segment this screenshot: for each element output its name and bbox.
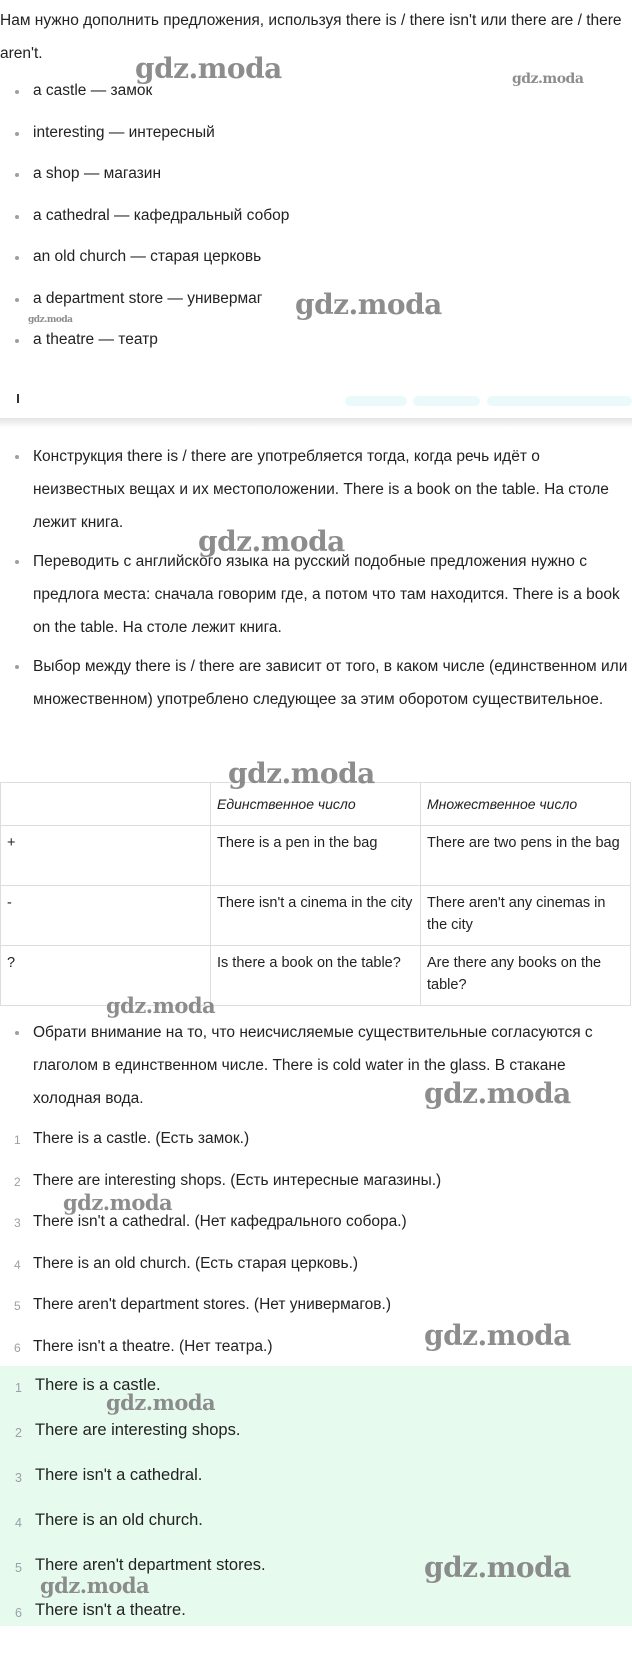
list-item	[0, 1463, 630, 1508]
list-item	[0, 1211, 630, 1253]
item-number: 1	[15, 1381, 22, 1395]
list-item	[0, 1508, 630, 1553]
tab-placeholder	[413, 396, 480, 406]
list-item	[0, 1128, 630, 1170]
watermark: gdz.moda	[28, 315, 73, 325]
vocabulary-list	[0, 80, 630, 371]
table-row	[1, 946, 631, 1006]
table-cell: Are there any books on the table?	[421, 946, 631, 1006]
list-item: a cathedral — кафедральный собор	[0, 205, 630, 247]
watermark: gdz.moda	[106, 1390, 216, 1415]
watermark: gdz.moda	[512, 71, 584, 87]
answer-text: There isn't a cathedral.	[35, 1466, 203, 1484]
text-cursor	[17, 394, 19, 403]
list-item: a department store — универмаг	[0, 288, 630, 330]
final-answers-list	[0, 1373, 630, 1643]
answer-text: There isn't a theatre. (Нет театра.)	[33, 1337, 273, 1355]
list-item: a castle — замок	[0, 80, 630, 122]
table-cell: ?	[1, 946, 211, 1006]
watermark: gdz.moda	[424, 1551, 571, 1584]
answer-text: There are interesting shops.	[35, 1421, 241, 1439]
table-row	[1, 886, 631, 946]
item-number: 3	[15, 1471, 22, 1485]
list-item: a theatre — театр	[0, 329, 630, 371]
list-item	[0, 1598, 630, 1643]
watermark: gdz.moda	[40, 1573, 150, 1598]
item-number: 5	[15, 1561, 22, 1575]
list-item	[0, 1373, 630, 1418]
grammar-table	[0, 782, 631, 1006]
watermark: gdz.moda	[424, 1319, 571, 1352]
table-header: Единственное число	[211, 783, 421, 826]
item-number: 2	[14, 1174, 21, 1189]
list-item: Конструкция there is / there are употребляется тогда, когда речь идёт о неизвестных вещах и их местоположении. There is a book on the table. На столе лежит книга.	[0, 440, 630, 539]
table-row	[1, 826, 631, 886]
watermark: gdz.moda	[424, 1077, 571, 1110]
answer-text: There aren't department stores.	[35, 1556, 266, 1574]
list-item: interesting — интересный	[0, 122, 630, 164]
watermark: gdz.moda	[135, 52, 282, 85]
item-number: 6	[15, 1606, 22, 1620]
table-cell: -	[1, 886, 211, 946]
list-item: Выбор между there is / there are зависит от того, в каком числе (единственном или множественном) употреблено следующее за этим оборотом существительное.	[0, 650, 630, 716]
watermark: gdz.moda	[228, 757, 375, 790]
table-header	[1, 783, 211, 826]
tab-placeholder	[345, 396, 407, 406]
list-item: Обрати внимание на то, что неисчисляемые существительные согласуются с глаголом в единственном числе. There is cold water in the glass. В стакане холодная вода.	[0, 1016, 630, 1115]
list-item	[0, 1418, 630, 1463]
tab-placeholder	[487, 396, 632, 406]
watermark: gdz.moda	[63, 1190, 173, 1215]
table-cell: There are two pens in the bag	[421, 826, 631, 886]
item-number: 5	[14, 1299, 21, 1313]
item-number: 1	[14, 1133, 21, 1147]
answer-text: There is an old church. (Есть старая церковь.)	[33, 1254, 359, 1272]
item-number: 4	[14, 1257, 21, 1272]
list-item: a shop — магазин	[0, 163, 630, 205]
table-cell: There is a pen in the bag	[211, 826, 421, 886]
list-item: Переводить с английского языка на русский подобные предложения нужно с предлога места: сначала говорим где, а потом что там находится. There is a book on the table. На столе лежит книга.	[0, 545, 630, 644]
table-cell: There isn't a cinema in the city	[211, 886, 421, 946]
table-cell: There aren't any cinemas in the city	[421, 886, 631, 946]
rules-list	[0, 440, 630, 722]
item-number: 3	[14, 1216, 21, 1230]
list-item: an old church — старая церковь	[0, 246, 630, 288]
section-divider	[0, 418, 632, 428]
answer-text: There is a castle. (Есть замок.)	[33, 1130, 250, 1147]
answer-text: There is an old church.	[35, 1511, 203, 1529]
table-cell: Is there a book on the table?	[211, 946, 421, 1006]
watermark: gdz.moda	[295, 288, 442, 321]
answer-text: There aren't department stores. (Нет универмагов.)	[33, 1296, 391, 1313]
table-cell: +	[1, 826, 211, 886]
watermark: gdz.moda	[198, 525, 345, 558]
item-number: 4	[15, 1516, 22, 1530]
answer-text: There is a castle.	[35, 1376, 161, 1394]
intro-text: Нам нужно дополнить предложения, используя there is / there isn't или there are / there aren't.	[0, 12, 622, 62]
item-number: 6	[14, 1340, 21, 1355]
item-number: 2	[15, 1426, 22, 1440]
answer-text: There isn't a theatre.	[35, 1601, 186, 1619]
watermark: gdz.moda	[106, 993, 216, 1018]
answer-text: There isn't a cathedral. (Нет кафедрального собора.)	[33, 1213, 407, 1230]
list-item	[0, 1253, 630, 1295]
answer-text: There are interesting shops. (Есть интересные магазины.)	[33, 1171, 442, 1189]
table-header: Множественное число	[421, 783, 631, 826]
